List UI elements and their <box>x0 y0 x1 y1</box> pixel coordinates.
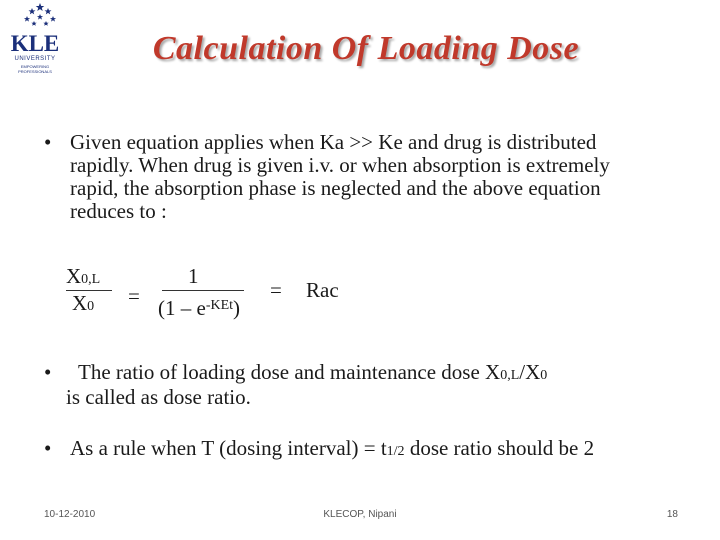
bullet-1-text: Given equation applies when Ka >> Ke and drug is distributed rapidly. When drug is given i.v. or when absorption is extremely rapid, the absorption phase is neglected and the above equation reduces to : <box>70 130 610 223</box>
footer-center: KLECOP, Nipani <box>323 509 397 520</box>
bullet-3-text: As a rule when T (dosing interval) = t1/2 dose ratio should be 2 <box>70 436 595 460</box>
eq-lhs-denominator: X0 <box>72 291 95 315</box>
slide-title: Calculation Of Loading Dose <box>152 30 580 67</box>
eq-rhs-numerator: 1 <box>188 264 199 288</box>
bullet-dot: • <box>44 360 52 384</box>
logo-university: UNIVERSITY <box>14 56 56 62</box>
bullet-2-continuation: is called as dose ratio. <box>66 385 251 409</box>
eq-lhs-numerator: X0,L <box>66 264 101 288</box>
logo-wordmark: KLE <box>10 31 60 56</box>
bullet-dot: • <box>44 436 52 460</box>
eq-equals-1: = <box>128 284 140 308</box>
eq-rhs-denominator: $(1 - e^{-KEt})$ <box>158 296 241 320</box>
eq-equals-2: = <box>270 278 282 302</box>
bullet-dot: • <box>44 130 52 154</box>
bullet-2-text: The ratio of loading dose and maintenance dose X0,L/X0 <box>78 360 548 384</box>
logo-tagline: EMPOWERING PROFESSIONALS <box>18 64 52 74</box>
eq-result: Rac <box>306 278 339 302</box>
eq-rhs-fraction-bar <box>162 290 244 291</box>
footer-date: 10-12-2010 <box>44 509 96 520</box>
kle-logo <box>4 2 64 74</box>
stars-icon <box>22 2 58 30</box>
footer-page-number: 18 <box>666 509 678 520</box>
